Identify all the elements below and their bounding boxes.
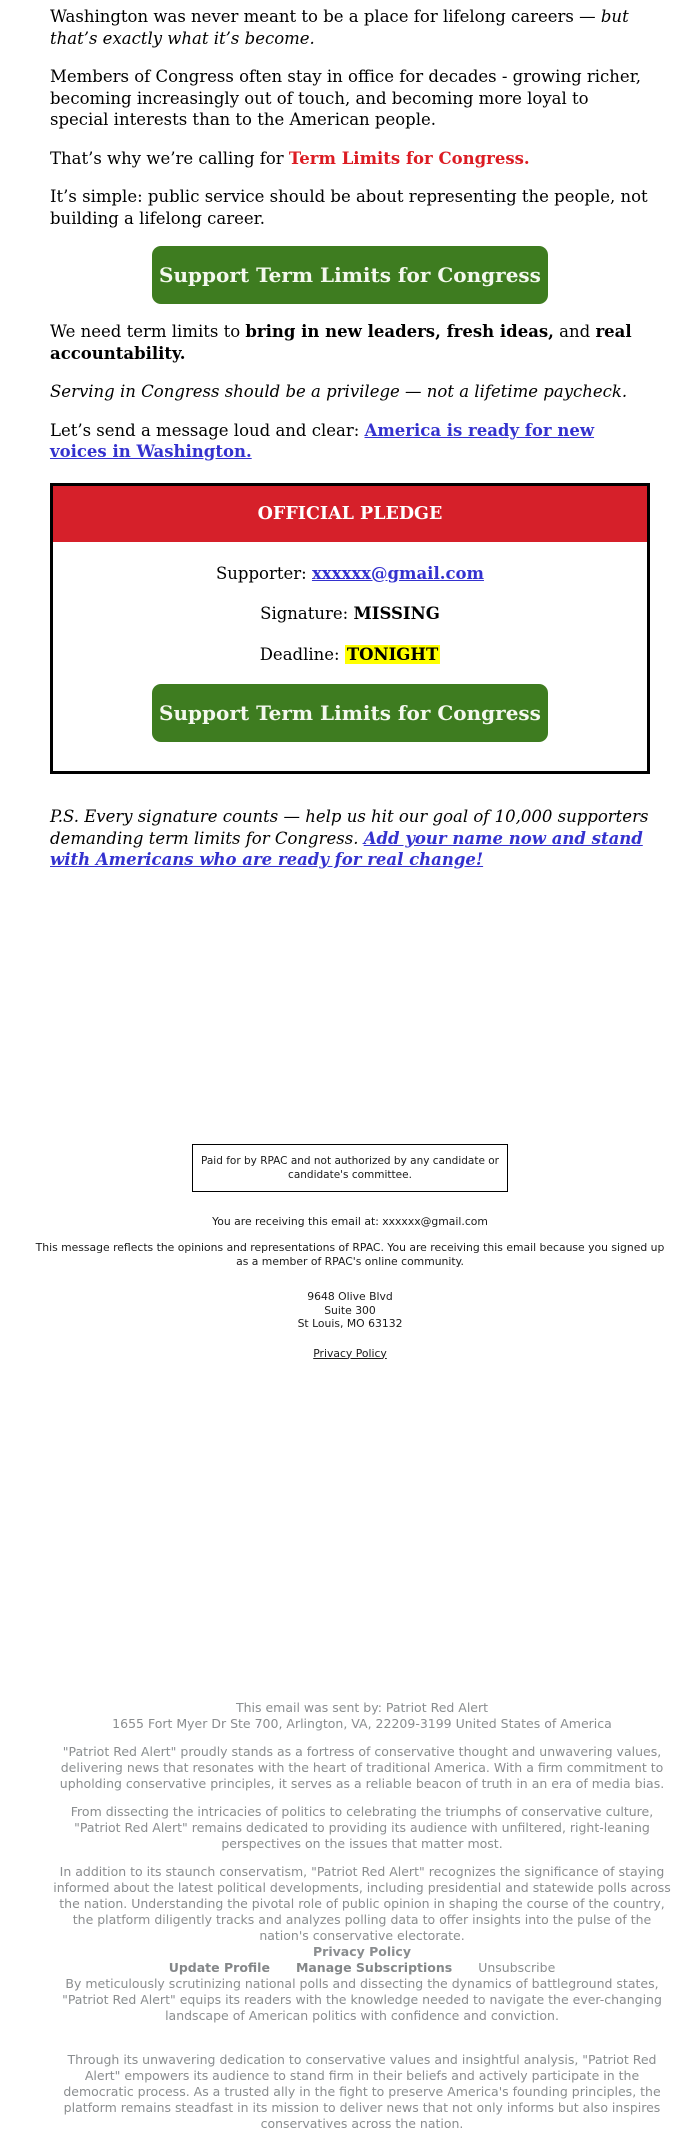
paragraph-congress-decades: Members of Congress often stay in office for decades - growing richer, becoming increasingly out of touch, and becoming more loyal to special interests than to the American people. — [50, 67, 642, 129]
we-need-text: We need term limits to — [50, 322, 246, 341]
footer-privacy-policy[interactable]: Privacy Policy — [313, 1944, 411, 1959]
message-reflects-line: This message reflects the opinions and representations of RPAC. You are receiving this email because you signed up as a member of RPAC's online community. — [35, 1241, 665, 1268]
paragraph-calling-for — [50, 148, 650, 170]
privacy-policy-link[interactable]: Privacy Policy — [313, 1346, 387, 1360]
accountability-bold-text: real accountability. — [50, 322, 632, 363]
pledge-supporter-row — [53, 563, 647, 585]
deadline-tonight-value: TONIGHT — [346, 644, 439, 664]
email-body — [35, 0, 671, 2132]
address-line-3: St Louis, MO 63132 — [297, 1317, 403, 1330]
street-address — [50, 1290, 650, 1331]
address-line-2: Suite 300 — [324, 1303, 376, 1317]
send-message-text: Let’s send a message loud and clear: — [50, 420, 365, 440]
add-your-name-link[interactable]: Add your name now and stand with Americans who are ready for real change! — [50, 828, 643, 869]
paragraph-send-message — [50, 420, 650, 463]
email-main-copy — [50, 6, 650, 463]
paid-for-disclaimer-box: Paid for by RPAC and not authorized by any candidate or candidate's committee. — [192, 1144, 508, 1192]
pledge-header: OFFICIAL PLEDGE — [53, 486, 647, 542]
ps-text: P.S. Every signature counts — help us hit our goal of 10,000 supporters demanding term limits for Congress. — [50, 807, 649, 848]
about-paragraph-4: By meticulously scrutinizing national polls and dissecting the dynamics of battleground states, "Patriot Red Alert" equips its readers with the knowledge needed to navigate the ever-changing landscape of American politics with confidence and conviction. — [62, 1976, 662, 2023]
subscription-links-row — [50, 1960, 674, 1976]
new-leaders-bold-text: bring in new leaders, fresh ideas, — [245, 322, 554, 341]
paragraph-we-need — [50, 321, 650, 364]
paragraph-intro — [50, 6, 650, 49]
receiving-email-line: You are receiving this email at: xxxxxx@gmail.com — [212, 1214, 488, 1228]
about-paragraph-5: Through its unwavering dedication to conservative values and insightful analysis, "Patriot Red Alert" empowers its audience to stand firm in their beliefs and actively participate in the democratic process. As a trusted ally in the fight to preserve America's founding principles, the platform remains steadfast in its mission to deliver news that not only informs but also inspires conservatives across the nation. — [63, 2052, 661, 2131]
intro-text: Washington was never meant to be a place for lifelong careers — — [50, 7, 601, 26]
calling-for-text: That’s why we’re calling for — [50, 148, 289, 168]
ps-paragraph — [50, 806, 650, 871]
pledge-body — [53, 542, 647, 772]
about-paragraph-3: In addition to its staunch conservatism, "Patriot Red Alert" recognizes the significance of staying informed about the latest political developments, including presidential and statewide polls across the nation. Understanding the pivotal role of public opinion in shaping the course of the country, the platform diligently tracks and analyzes polling data to offer insights into the pulse of the nation's conservative electorate. — [53, 1864, 671, 1943]
privacy-policy-row — [50, 1347, 650, 1361]
sent-by-block — [50, 1700, 674, 1732]
paragraph-privilege: Serving in Congress should be a privilege — not a lifetime paycheck. — [50, 382, 628, 401]
official-pledge-box — [50, 483, 650, 775]
pledge-signature-row — [53, 603, 647, 625]
about-paragraph-1: "Patriot Red Alert" proudly stands as a fortress of conservative thought and unwavering values, delivering news that resonates with the heart of traditional America. With a firm commitment to upholding conservative principles, it serves as a reliable beacon of truth in an era of media bias. — [59, 1744, 665, 1791]
manage-subscriptions-link[interactable]: Manage Subscriptions — [295, 1960, 453, 1975]
intro-italic-text: but that’s exactly what it’s become. — [50, 7, 629, 48]
and-text: and — [553, 322, 596, 341]
signature-label: Signature: — [260, 604, 354, 623]
support-term-limits-button-pledge[interactable]: Support Term Limits for Congress — [152, 684, 548, 742]
supporter-email-link[interactable]: xxxxxx@gmail.com — [311, 563, 484, 583]
support-term-limits-button-top[interactable]: Support Term Limits for Congress — [152, 246, 548, 304]
sent-by-line: This email was sent by: Patriot Red Alert — [235, 1700, 489, 1715]
ps-section — [50, 806, 650, 871]
pledge-deadline-row — [53, 644, 647, 666]
supporter-label: Supporter: — [216, 563, 312, 583]
unsubscribe-link[interactable]: Unsubscribe — [478, 1960, 556, 1975]
signature-missing-value: MISSING — [353, 604, 440, 623]
deadline-label: Deadline: — [259, 644, 345, 664]
sender-address-line: 1655 Fort Myer Dr Ste 700, Arlington, VA, 22209-3199 United States of America — [112, 1716, 612, 1731]
address-line-1: 9648 Olive Blvd — [307, 1290, 393, 1303]
whitespace-gap-lower — [50, 1360, 650, 1700]
new-voices-link[interactable]: America is ready for new voices in Washington. — [50, 420, 595, 461]
mid-footer — [35, 1214, 665, 1361]
footer-about-block — [50, 1700, 674, 2132]
about-paragraph-2: From dissecting the intricacies of politics to celebrating the triumphs of conservative culture, "Patriot Red Alert" remains dedicated to providing its audience with unfiltered, right-leaning perspectives on the issues that matter most. — [70, 1804, 654, 1851]
whitespace-gap-upper — [50, 888, 650, 1144]
update-profile-link[interactable]: Update Profile — [168, 1960, 270, 1975]
paragraph-its-simple: It’s simple: public service should be about representing the people, not building a lifelong career. — [50, 187, 648, 228]
term-limits-red-text: Term Limits for Congress. — [288, 148, 530, 168]
